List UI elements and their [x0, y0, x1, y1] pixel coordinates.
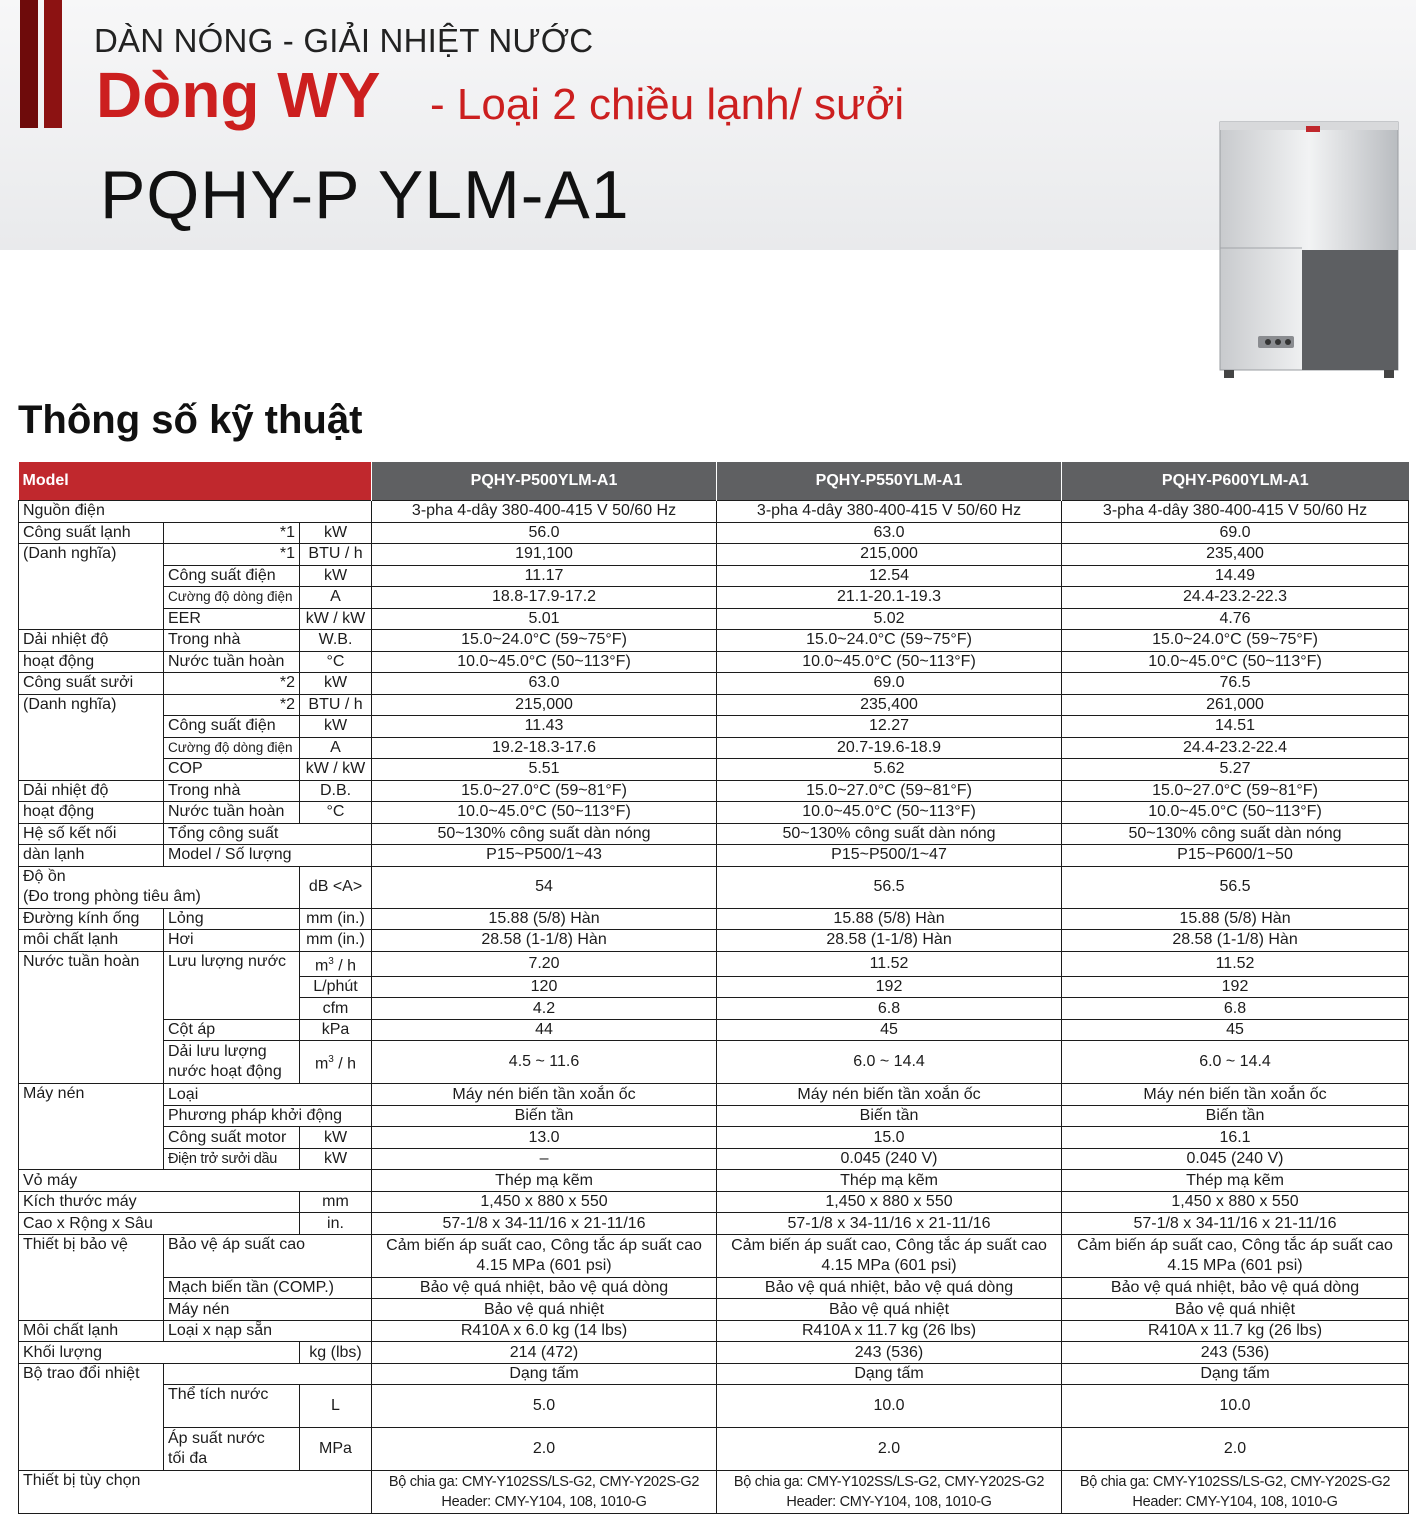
cell: 192 — [717, 976, 1062, 998]
unit-cell: kW — [300, 716, 372, 738]
cell-line: Header: CMY-Y104, 108, 1010-G — [441, 1494, 647, 1511]
cell: 235,400 — [717, 694, 1062, 716]
cell: 15.0 — [717, 1127, 1062, 1149]
cell: 6.8 — [1062, 998, 1409, 1020]
cell: 243 (536) — [717, 1342, 1062, 1364]
unit-cell: kW — [300, 1127, 372, 1149]
cell: 0.045 (240 V) — [717, 1148, 1062, 1170]
cell: Biến tần — [717, 1105, 1062, 1127]
table-row — [19, 930, 1409, 952]
row-label: Cao x Rộng x Sâu — [19, 1213, 300, 1235]
cell: 21.1-20.1-19.3 — [717, 587, 1062, 609]
series-title: Dòng WY — [96, 59, 381, 131]
cell: 5.01 — [372, 608, 717, 630]
empty-cell — [164, 1363, 372, 1385]
table-row — [19, 1299, 1409, 1321]
table-row — [19, 1170, 1409, 1192]
cell: 5.51 — [372, 759, 717, 781]
cell: 0.045 (240 V) — [1062, 1148, 1409, 1170]
cell: 7.20 — [372, 951, 717, 976]
cell: P15~P500/1~47 — [717, 845, 1062, 867]
cell: Thép mạ kẽm — [717, 1170, 1062, 1192]
cell: Thép mạ kẽm — [372, 1170, 717, 1192]
cell: Máy nén biến tần xoắn ốc — [717, 1084, 1062, 1106]
cell-line: 4.15 MPa (601 psi) — [821, 1256, 957, 1274]
cell-line: Cảm biến áp suất cao, Công tắc áp suất cao — [1077, 1236, 1393, 1254]
sub-label: Thể tích nước — [164, 1385, 300, 1428]
cell: 3-pha 4-dây 380-400-415 V 50/60 Hz — [717, 501, 1062, 523]
cell: R410A x 11.7 kg (26 lbs) — [1062, 1320, 1409, 1342]
cell: 215,000 — [717, 544, 1062, 566]
unit-cell: kW — [300, 1148, 372, 1170]
sub-label: Loại — [164, 1084, 372, 1106]
cell: 63.0 — [372, 673, 717, 695]
table-row — [19, 673, 1409, 695]
cell: 4.2 — [372, 998, 717, 1020]
row-label: hoạt động — [19, 651, 164, 673]
header-model-label: Model — [19, 462, 372, 501]
series-type: - Loại 2 chiều lạnh/ sưởi — [430, 80, 905, 129]
row-label: Thiết bị tùy chọn — [19, 1471, 372, 1514]
table-row — [19, 587, 1409, 609]
sub-label: Cột áp — [164, 1019, 300, 1041]
unit-cell: MPa — [300, 1428, 372, 1471]
sub-label: Hơi — [164, 930, 300, 952]
unit-cell: BTU / h — [300, 544, 372, 566]
cell: 2.0 — [717, 1428, 1062, 1471]
row-label: Công suất sưởi — [19, 673, 164, 695]
sub-label-line: nước hoạt động — [168, 1063, 282, 1081]
cell: 45 — [1062, 1019, 1409, 1041]
table-row — [19, 845, 1409, 867]
cell: 261,000 — [1062, 694, 1409, 716]
sub-label: Cường độ dòng điện — [164, 587, 300, 609]
cell: P15~P600/1~50 — [1062, 845, 1409, 867]
cell: 215,000 — [372, 694, 717, 716]
cell: 5.02 — [717, 608, 1062, 630]
unit-cell: cfm — [300, 998, 372, 1020]
unit-cell — [300, 951, 372, 976]
table-row — [19, 951, 1409, 976]
unit-cell: in. — [300, 1213, 372, 1235]
unit-cell: kg (lbs) — [300, 1342, 372, 1364]
unit-cell: °C — [300, 651, 372, 673]
unit-text: / h — [333, 956, 357, 974]
row-label: Công suất lạnh — [19, 522, 164, 544]
unit-cell: A — [300, 737, 372, 759]
unit-cell: D.B. — [300, 780, 372, 802]
cell: 10.0~45.0°C (50~113°F) — [1062, 802, 1409, 824]
sub-label: Tổng công suất — [164, 823, 372, 845]
table-row — [19, 1041, 1409, 1084]
cell: 56.5 — [717, 866, 1062, 908]
table-row — [19, 1320, 1409, 1342]
cell: 120 — [372, 976, 717, 998]
row-label-line: Độ ồn — [23, 868, 66, 885]
table-row — [19, 716, 1409, 738]
cell: 10.0~45.0°C (50~113°F) — [717, 802, 1062, 824]
cell: Thép mạ kẽm — [1062, 1170, 1409, 1192]
sub-label: Điện trở sưởi dầu — [164, 1148, 300, 1170]
unit-cell: mm (in.) — [300, 930, 372, 952]
cell: 69.0 — [1062, 522, 1409, 544]
cell — [717, 1234, 1062, 1277]
row-label-line: (Đo trong phòng tiêu âm) — [23, 888, 201, 905]
row-label: Nguồn điện — [19, 501, 372, 523]
cell: 11.52 — [1062, 951, 1409, 976]
unit-text: / h — [333, 1055, 357, 1073]
cell: 15.0~27.0°C (59~81°F) — [372, 780, 717, 802]
unit-cell: W.B. — [300, 630, 372, 652]
sub-label: Nước tuần hoàn — [164, 651, 300, 673]
table-row — [19, 1342, 1409, 1364]
cell: 3-pha 4-dây 380-400-415 V 50/60 Hz — [1062, 501, 1409, 523]
cell-line: 4.15 MPa (601 psi) — [1167, 1256, 1303, 1274]
cell: 192 — [1062, 976, 1409, 998]
cell: 28.58 (1-1/8) Hàn — [1062, 930, 1409, 952]
unit-cell: L — [300, 1385, 372, 1428]
cell: 14.49 — [1062, 565, 1409, 587]
row-label — [19, 866, 300, 908]
cell: – — [372, 1148, 717, 1170]
cell: 13.0 — [372, 1127, 717, 1149]
table-row — [19, 1277, 1409, 1299]
sub-label: Loại x nạp sẵn — [164, 1320, 372, 1342]
cell: 4.76 — [1062, 608, 1409, 630]
sub-label: Công suất điện — [164, 565, 300, 587]
outdoor-unit-image — [1218, 118, 1400, 380]
cell: 214 (472) — [372, 1342, 717, 1364]
sub-label: Mạch biến tần (COMP.) — [164, 1277, 372, 1299]
unit-cell: L/phút — [300, 976, 372, 998]
cell: 11.17 — [372, 565, 717, 587]
cell: 11.43 — [372, 716, 717, 738]
cell: 14.51 — [1062, 716, 1409, 738]
cell — [717, 1471, 1062, 1514]
table-row — [19, 608, 1409, 630]
sub-label: Lưu lượng nước — [164, 951, 300, 1019]
sub-label: Phương pháp khởi động — [164, 1105, 372, 1127]
row-label: Máy nén — [19, 1084, 164, 1170]
cell: 10.0 — [717, 1385, 1062, 1428]
table-row — [19, 651, 1409, 673]
cell: 12.27 — [717, 716, 1062, 738]
cell-line: Bộ chia ga: CMY-Y102SS/LS-G2, CMY-Y202S-G2 — [1079, 1474, 1391, 1491]
footnote-mark: *1 — [164, 522, 300, 544]
table-row — [19, 1428, 1409, 1471]
cell — [372, 1471, 717, 1514]
unit-cell: kPa — [300, 1019, 372, 1041]
cell: 4.5 ~ 11.6 — [372, 1041, 717, 1084]
sub-label: Nước tuần hoàn — [164, 802, 300, 824]
row-label: (Danh nghĩa) — [19, 544, 164, 630]
cell: 1,450 x 880 x 550 — [717, 1191, 1062, 1213]
cell: 5.0 — [372, 1385, 717, 1428]
cell: 57-1/8 x 34-11/16 x 21-11/16 — [717, 1213, 1062, 1235]
cell: 1,450 x 880 x 550 — [1062, 1191, 1409, 1213]
cell-line: Bộ chia ga: CMY-Y102SS/LS-G2, CMY-Y202S-G2 — [388, 1474, 700, 1491]
cell: 2.0 — [372, 1428, 717, 1471]
table-row — [19, 1385, 1409, 1428]
cell: Biến tần — [1062, 1105, 1409, 1127]
table-row — [19, 1471, 1409, 1514]
cell: 15.0~27.0°C (59~81°F) — [717, 780, 1062, 802]
cell-line: Bộ chia ga: CMY-Y102SS/LS-G2, CMY-Y202S-G2 — [733, 1474, 1045, 1491]
cell — [1062, 1471, 1409, 1514]
cell: 50~130% công suất dàn nóng — [1062, 823, 1409, 845]
cell: 16.1 — [1062, 1127, 1409, 1149]
unit-cell: kW / kW — [300, 608, 372, 630]
sub-label — [164, 1428, 300, 1471]
sub-label: Model / Số lượng — [164, 845, 372, 867]
cell: Bảo vệ quá nhiệt — [1062, 1299, 1409, 1321]
unit-cell: kW / kW — [300, 759, 372, 781]
row-label: Kích thước máy — [19, 1191, 300, 1213]
cell: 3-pha 4-dây 380-400-415 V 50/60 Hz — [372, 501, 717, 523]
cell: 56.5 — [1062, 866, 1409, 908]
sub-label — [164, 1041, 300, 1084]
cell-line: Cảm biến áp suất cao, Công tắc áp suất cao — [386, 1236, 702, 1254]
table-row — [19, 1213, 1409, 1235]
cell: Bảo vệ quá nhiệt, bảo vệ quá dòng — [717, 1277, 1062, 1299]
cell: 10.0~45.0°C (50~113°F) — [1062, 651, 1409, 673]
table-row — [19, 823, 1409, 845]
table-row — [19, 522, 1409, 544]
table-row — [19, 737, 1409, 759]
cell: 6.0 ~ 14.4 — [717, 1041, 1062, 1084]
footnote-mark: *2 — [164, 673, 300, 695]
sub-label: Công suất điện — [164, 716, 300, 738]
sub-label: Bảo vệ áp suất cao — [164, 1234, 372, 1277]
table-row — [19, 866, 1409, 908]
table-row — [19, 802, 1409, 824]
cell: 63.0 — [717, 522, 1062, 544]
cell: 15.88 (5/8) Hàn — [372, 908, 717, 930]
cell: 15.88 (5/8) Hàn — [717, 908, 1062, 930]
cell: 235,400 — [1062, 544, 1409, 566]
table-row — [19, 759, 1409, 781]
cell: Bảo vệ quá nhiệt, bảo vệ quá dòng — [1062, 1277, 1409, 1299]
cell: 5.62 — [717, 759, 1062, 781]
unit-cell — [300, 1041, 372, 1084]
cell: Máy nén biến tần xoắn ốc — [372, 1084, 717, 1106]
row-label: môi chất lạnh — [19, 930, 164, 952]
brand-stripe — [20, 0, 38, 128]
sub-label-line: tối đa — [168, 1450, 208, 1468]
cell: 10.0~45.0°C (50~113°F) — [372, 651, 717, 673]
row-label: Hệ số kết nối — [19, 823, 164, 845]
unit-cell: dB <A> — [300, 866, 372, 908]
cell: 69.0 — [717, 673, 1062, 695]
cell: Dạng tấm — [717, 1363, 1062, 1385]
row-label: Môi chất lạnh — [19, 1320, 164, 1342]
spec-table — [18, 462, 1409, 1514]
cell: 10.0 — [1062, 1385, 1409, 1428]
sub-label: EER — [164, 608, 300, 630]
unit-superscript: 3 — [328, 955, 334, 967]
cell: 18.8-17.9-17.2 — [372, 587, 717, 609]
unit-cell: kW — [300, 522, 372, 544]
unit-cell: mm (in.) — [300, 908, 372, 930]
cell: Dạng tấm — [1062, 1363, 1409, 1385]
cell-line: Header: CMY-Y104, 108, 1010-G — [1132, 1494, 1338, 1511]
table-row — [19, 1127, 1409, 1149]
footnote-mark: *1 — [164, 544, 300, 566]
cell: 6.0 ~ 14.4 — [1062, 1041, 1409, 1084]
cell: 54 — [372, 866, 717, 908]
sub-label: Máy nén — [164, 1299, 372, 1321]
cell-line: 4.15 MPa (601 psi) — [476, 1256, 612, 1274]
section-title: Thông số kỹ thuật — [18, 398, 363, 442]
table-row — [19, 501, 1409, 523]
cell: 15.88 (5/8) Hàn — [1062, 908, 1409, 930]
row-label: Khối lượng — [19, 1342, 300, 1364]
cell: 6.8 — [717, 998, 1062, 1020]
cell: 11.52 — [717, 951, 1062, 976]
cell: 28.58 (1-1/8) Hàn — [372, 930, 717, 952]
row-label: Bộ trao đổi nhiệt — [19, 1363, 164, 1471]
cell: 50~130% công suất dàn nóng — [372, 823, 717, 845]
row-label: Vỏ máy — [19, 1170, 372, 1192]
sub-label: Trong nhà — [164, 630, 300, 652]
model-title: PQHY-P YLM-A1 — [100, 157, 630, 233]
cell: Bảo vệ quá nhiệt — [717, 1299, 1062, 1321]
unit-cell: kW — [300, 673, 372, 695]
row-label: Đường kính ống — [19, 908, 164, 930]
unit-cell: mm — [300, 1191, 372, 1213]
header-subtitle: DÀN NÓNG - GIẢI NHIỆT NƯỚC — [94, 22, 594, 59]
cell: 10.0~45.0°C (50~113°F) — [717, 651, 1062, 673]
table-row — [19, 1105, 1409, 1127]
unit-cell: A — [300, 587, 372, 609]
table-row — [19, 780, 1409, 802]
cell: 2.0 — [1062, 1428, 1409, 1471]
cell: Máy nén biến tần xoắn ốc — [1062, 1084, 1409, 1106]
row-label: (Danh nghĩa) — [19, 694, 164, 780]
cell: 76.5 — [1062, 673, 1409, 695]
footnote-mark: *2 — [164, 694, 300, 716]
unit-cell: °C — [300, 802, 372, 824]
table-row — [19, 1148, 1409, 1170]
brand-stripe — [44, 0, 62, 128]
table-row — [19, 1019, 1409, 1041]
cell: 5.27 — [1062, 759, 1409, 781]
sub-label-line: Dải lưu lượng — [168, 1043, 267, 1061]
cell: 12.54 — [717, 565, 1062, 587]
cell: R410A x 11.7 kg (26 lbs) — [717, 1320, 1062, 1342]
cell: 24.4-23.2-22.4 — [1062, 737, 1409, 759]
unit-cell: kW — [300, 565, 372, 587]
header-model-3: PQHY-P600YLM-A1 — [1062, 462, 1409, 501]
table-row — [19, 565, 1409, 587]
row-label: Thiết bị bảo vệ — [19, 1234, 164, 1320]
row-label: Nước tuần hoàn — [19, 951, 164, 1084]
cell: 15.0~27.0°C (59~81°F) — [1062, 780, 1409, 802]
cell: 20.7-19.6-18.9 — [717, 737, 1062, 759]
header-model-1: PQHY-P500YLM-A1 — [372, 462, 717, 501]
header-model-2: PQHY-P550YLM-A1 — [717, 462, 1062, 501]
sub-label: Công suất motor — [164, 1127, 300, 1149]
cell — [1062, 1234, 1409, 1277]
cell: 243 (536) — [1062, 1342, 1409, 1364]
cell: 50~130% công suất dàn nóng — [717, 823, 1062, 845]
cell: Bảo vệ quá nhiệt — [372, 1299, 717, 1321]
sub-label: COP — [164, 759, 300, 781]
unit-text: m — [314, 1055, 329, 1073]
unit-superscript: 3 — [328, 1054, 334, 1066]
table-row — [19, 694, 1409, 716]
cell: 56.0 — [372, 522, 717, 544]
sub-label-line: Áp suất nước — [168, 1430, 265, 1448]
row-label: dàn lạnh — [19, 845, 164, 867]
sub-label: Lỏng — [164, 908, 300, 930]
sub-label: Cường độ dòng điện — [164, 737, 300, 759]
unit-cell: BTU / h — [300, 694, 372, 716]
cell: 57-1/8 x 34-11/16 x 21-11/16 — [372, 1213, 717, 1235]
cell: P15~P500/1~43 — [372, 845, 717, 867]
cell: 10.0~45.0°C (50~113°F) — [372, 802, 717, 824]
cell: 15.0~24.0°C (59~75°F) — [717, 630, 1062, 652]
sub-label: Trong nhà — [164, 780, 300, 802]
cell — [372, 1234, 717, 1277]
cell: 15.0~24.0°C (59~75°F) — [372, 630, 717, 652]
cell: Dạng tấm — [372, 1363, 717, 1385]
cell: 44 — [372, 1019, 717, 1041]
table-row — [19, 1084, 1409, 1106]
cell-line: Cảm biến áp suất cao, Công tắc áp suất cao — [731, 1236, 1047, 1254]
row-label: Dải nhiệt độ — [19, 780, 164, 802]
table-row — [19, 1234, 1409, 1277]
cell: 15.0~24.0°C (59~75°F) — [1062, 630, 1409, 652]
table-row — [19, 1191, 1409, 1213]
cell: 191,100 — [372, 544, 717, 566]
cell: 24.4-23.2-22.3 — [1062, 587, 1409, 609]
row-label: Dải nhiệt độ — [19, 630, 164, 652]
table-row — [19, 544, 1409, 566]
cell: 1,450 x 880 x 550 — [372, 1191, 717, 1213]
table-row — [19, 630, 1409, 652]
cell: 57-1/8 x 34-11/16 x 21-11/16 — [1062, 1213, 1409, 1235]
cell: R410A x 6.0 kg (14 lbs) — [372, 1320, 717, 1342]
cell: Biến tần — [372, 1105, 717, 1127]
unit-text: m — [314, 956, 329, 974]
cell: 28.58 (1-1/8) Hàn — [717, 930, 1062, 952]
table-row — [19, 1363, 1409, 1385]
cell: 19.2-18.3-17.6 — [372, 737, 717, 759]
cell-line: Header: CMY-Y104, 108, 1010-G — [786, 1494, 992, 1511]
row-label: hoạt động — [19, 802, 164, 824]
table-header-row — [19, 462, 1409, 501]
cell: 45 — [717, 1019, 1062, 1041]
table-row — [19, 908, 1409, 930]
cell: Bảo vệ quá nhiệt, bảo vệ quá dòng — [372, 1277, 717, 1299]
